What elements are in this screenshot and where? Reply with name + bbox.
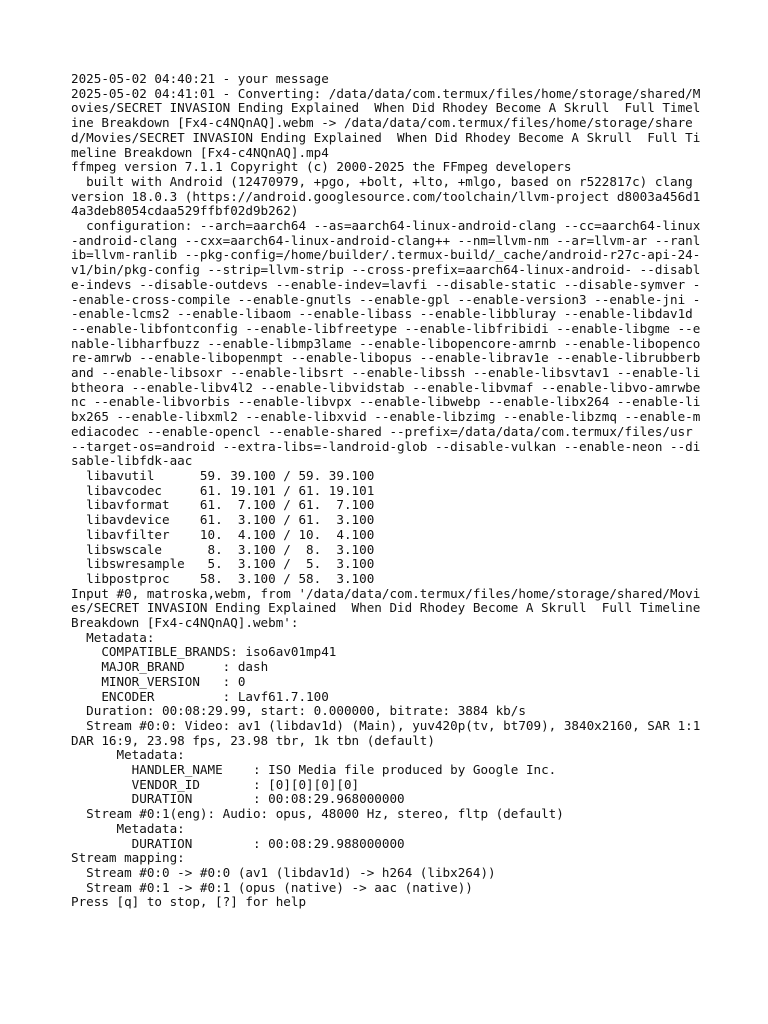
log-line: COMPATIBLE_BRANDS: iso6av01mp41 <box>71 644 337 660</box>
log-line: VENDOR_ID : [0][0][0][0] <box>71 776 360 792</box>
log-line: Metadata: <box>71 820 185 836</box>
log-line: DURATION : 00:08:29.988000000 <box>71 835 405 851</box>
log-line: Stream mapping: <box>71 850 185 866</box>
log-line: HANDLER_NAME : ISO Media file produced by Google Inc. <box>71 762 557 778</box>
log-line: 2025-05-02 04:41:01 - Converting: /data/data/com.termux/files/home/storage/shared/Movies/SECRET INVASION Ending Explained￼ When Did Rhodey Become A Skrull￼ Full Timeline Breakdown [Fx4-c4NQnAQ].webm -> /data/data/com.termux/files/home/storage/shared/Movies/SECRET INVASION Ending Explained￼ When Did Rhodey Become A Skrull￼ Full Timeline Breakdown [Fx4-c4NQnAQ].mp4 <box>71 85 701 160</box>
log-line: Press [q] to stop, [?] for help <box>71 894 307 910</box>
log-line: libavfilter 10. 4.100 / 10. 4.100 <box>71 526 375 542</box>
log-line: libavutil 59. 39.100 / 59. 39.100 <box>71 467 375 483</box>
log-line: built with Android (12470979, +pgo, +bolt, +lto, +mlgo, based on r522817c) clang version 18.0.3 (https://android.googlesource.com/toolchain/llvm-project d8003a456d14a3deb8054cdaa529ffbf02d9b262) <box>71 173 701 219</box>
log-line: Metadata: <box>71 629 155 645</box>
log-line: Stream #0:0: Video: av1 (libdav1d) (Main), yuv420p(tv, bt709), 3840x2160, SAR 1:1 DAR 16:9, 23.98 fps, 23.98 tbr, 1k tbn (default) <box>71 717 708 748</box>
terminal-output <box>71 71 708 910</box>
log-line: 2025-05-02 04:40:21 - your message <box>71 71 329 86</box>
log-line: libpostproc 58. 3.100 / 58. 3.100 <box>71 570 375 586</box>
log-line: libavdevice 61. 3.100 / 61. 3.100 <box>71 512 375 528</box>
log-line: Stream #0:1(eng): Audio: opus, 48000 Hz, stereo, fltp (default) <box>71 806 564 822</box>
log-line: ENCODER : Lavf61.7.100 <box>71 688 329 704</box>
log-line: DURATION : 00:08:29.968000000 <box>71 791 405 807</box>
log-line: Metadata: <box>71 747 185 763</box>
log-line: Input #0, matroska,webm, from '/data/data/com.termux/files/home/storage/shared/Movies/SECRET INVASION Ending Explained￼ When Did Rhodey Become A Skrull￼ Full Timeline Breakdown [Fx4-c4NQnAQ].webm': <box>71 585 708 631</box>
log-line: MAJOR_BRAND : dash <box>71 659 269 675</box>
log-line: Duration: 00:08:29.99, start: 0.000000, bitrate: 3884 kb/s <box>71 703 526 719</box>
log-line: libswscale 8. 3.100 / 8. 3.100 <box>71 541 375 557</box>
log-line: libavcodec 61. 19.101 / 61. 19.101 <box>71 482 375 498</box>
log-line: libswresample 5. 3.100 / 5. 3.100 <box>71 556 375 572</box>
log-line: libavformat 61. 7.100 / 61. 7.100 <box>71 497 375 513</box>
log-line: ffmpeg version 7.1.1 Copyright (c) 2000-2025 the FFmpeg developers <box>71 159 572 175</box>
log-line: MINOR_VERSION : 0 <box>71 673 246 689</box>
log-line: Stream #0:0 -> #0:0 (av1 (libdav1d) -> h264 (libx264)) <box>71 864 496 880</box>
log-line: Stream #0:1 -> #0:1 (opus (native) -> aac (native)) <box>71 879 473 895</box>
log-line: configuration: --arch=aarch64 --as=aarch64-linux-android-clang --cc=aarch64-linux-android-clang --cxx=aarch64-linux-android-clang++ --nm=llvm-nm --ar=llvm-ar --ranlib=llvm-ranlib --pkg-config=/home/builder/.termux-build/_cache/android-r27c-api-24-v1/bin/pkg-config --strip=llvm-strip --cross-prefix=aarch64-linux-android- --disable-indevs --disable-outdevs --enable-indev=lavfi --disable-static --disable-symver --enable-cross-compile --enable-gnutls --enable-gpl --enable-version3 --enable-jni --enable-lcms2 --enable-libaom --enable-libass --enable-libbluray --enable-libdav1d --enable-libfontconfig --enable-libfreetype --enable-libfribidi --enable-libgme --enable-libharfbuzz --enable-libmp3lame --enable-libopencore-amrnb --enable-libopencore-amrwb --enable-libopenmpt --enable-libopus --enable-librav1e --enable-librubberband --enable-libsoxr --enable-libsrt --enable-libssh --enable-libsvtav1 --enable-libtheora --enable-libv4l2 --enable-libvidstab --enable-libvmaf --enable-libvo-amrwbenc --enable-libvorbis --enable-libvpx --enable-libwebp --enable-libx264 --enable-libx265 --enable-libxml2 --enable-libxvid --enable-libzimg --enable-libzmq --enable-mediacodec --enable-opencl --enable-shared --prefix=/data/data/com.termux/files/usr --target-os=android --extra-libs=-landroid-glob --disable-vulkan --enable-neon --disable-libfdk-aac <box>71 218 701 469</box>
